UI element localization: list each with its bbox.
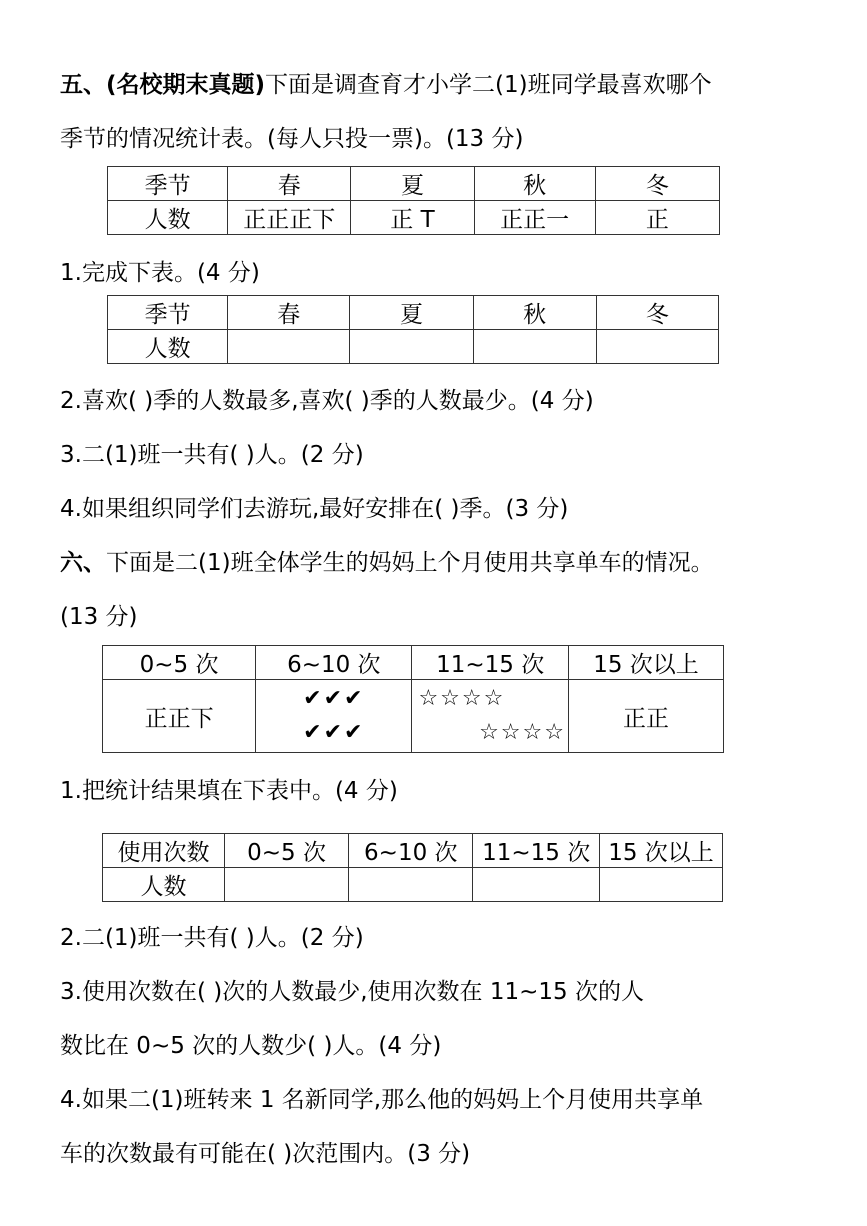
answer-cell[interactable]	[473, 330, 596, 364]
table-cell: 人数	[103, 868, 225, 902]
table-row	[103, 680, 724, 753]
table-season-count	[107, 295, 719, 364]
answer-cell[interactable]	[599, 868, 722, 902]
table-row	[108, 167, 720, 201]
table-cell: 人数	[108, 201, 228, 235]
answer-cell[interactable]	[349, 868, 473, 902]
table-cell: 人数	[108, 330, 228, 364]
table-header-cell: 6~10 次	[256, 646, 412, 680]
table-bike-usage-count	[102, 833, 723, 902]
section6-heading-prefix: 六、	[60, 550, 106, 576]
table-header-cell: 秋	[473, 296, 596, 330]
table-cell: 正正下	[103, 680, 256, 753]
table-header-cell: 冬	[595, 167, 719, 201]
section5-heading-prefix: 五、(名校期末真题)	[60, 72, 266, 98]
table-row	[103, 868, 723, 902]
star-row: ☆☆☆☆	[479, 720, 566, 745]
table-header-cell: 15 次以上	[599, 834, 722, 868]
table-header-cell: 11~15 次	[473, 834, 599, 868]
section6-q4-line1: 4.如果二(1)班转来 1 名新同学,那么他的妈妈上个月使用共享单	[60, 1087, 704, 1113]
table-header-cell: 冬	[596, 296, 718, 330]
section5-q1: 1.完成下表。(4 分)	[60, 260, 260, 286]
table-cell: 正正	[568, 680, 723, 753]
section5-q4: 4.如果组织同学们去游玩,最好安排在( )季。(3 分)	[60, 496, 569, 522]
table-row	[108, 296, 719, 330]
checkmark-row: ✔✔✔	[303, 720, 365, 745]
section6-q3-line2: 数比在 0~5 次的人数少( )人。(4 分)	[60, 1033, 442, 1059]
table-header-cell: 夏	[350, 296, 473, 330]
table-header-cell: 0~5 次	[103, 646, 256, 680]
table-header-cell: 春	[228, 167, 351, 201]
star-row: ☆☆☆☆	[418, 686, 506, 711]
table-header-cell: 6~10 次	[349, 834, 473, 868]
answer-cell[interactable]	[228, 330, 350, 364]
table-row	[103, 834, 723, 868]
section5-q2: 2.喜欢( )季的人数最多,喜欢( )季的人数最少。(4 分)	[60, 388, 594, 414]
table-header-cell: 春	[228, 296, 350, 330]
section6-q4-line2: 车的次数最有可能在( )次范围内。(3 分)	[60, 1141, 471, 1167]
table-header-cell: 秋	[474, 167, 595, 201]
table-header-cell: 使用次数	[103, 834, 225, 868]
table-header-cell: 季节	[108, 167, 228, 201]
section6-q1: 1.把统计结果填在下表中。(4 分)	[60, 778, 398, 804]
table-cell-stars	[412, 680, 569, 753]
table-header-cell: 夏	[351, 167, 474, 201]
section5-q3: 3.二(1)班一共有( )人。(2 分)	[60, 442, 364, 468]
section5-heading-text: 下面是调查育才小学二(1)班同学最喜欢哪个	[265, 72, 712, 98]
table-header-cell: 季节	[108, 296, 228, 330]
section6-heading-line2: (13 分)	[60, 604, 138, 630]
section6-q2: 2.二(1)班一共有( )人。(2 分)	[60, 925, 364, 951]
table-row	[103, 646, 724, 680]
table-bike-usage-tally	[102, 645, 724, 753]
table-header-cell: 15 次以上	[568, 646, 723, 680]
table-cell: 正正正下	[228, 201, 351, 235]
answer-cell[interactable]	[224, 868, 348, 902]
table-cell: 正	[595, 201, 719, 235]
section6-heading-text: 下面是二(1)班全体学生的妈妈上个月使用共享单车的情况。	[106, 550, 714, 576]
table-header-cell: 0~5 次	[224, 834, 348, 868]
section5-heading-line2: 季节的情况统计表。(每人只投一票)。(13 分)	[60, 126, 524, 152]
checkmark-row: ✔✔✔	[303, 686, 365, 711]
answer-cell[interactable]	[350, 330, 473, 364]
table-cell-checkmarks	[256, 680, 412, 753]
table-cell: 正 T	[351, 201, 474, 235]
table-header-cell: 11~15 次	[412, 646, 569, 680]
answer-cell[interactable]	[473, 868, 599, 902]
table-row	[108, 201, 720, 235]
table-season-tally	[107, 166, 720, 235]
section6-q3-line1: 3.使用次数在( )次的人数最少,使用次数在 11~15 次的人	[60, 979, 644, 1005]
table-cell: 正正一	[474, 201, 595, 235]
section5-heading	[60, 70, 712, 100]
answer-cell[interactable]	[596, 330, 718, 364]
table-row	[108, 330, 719, 364]
section6-heading	[60, 548, 714, 578]
